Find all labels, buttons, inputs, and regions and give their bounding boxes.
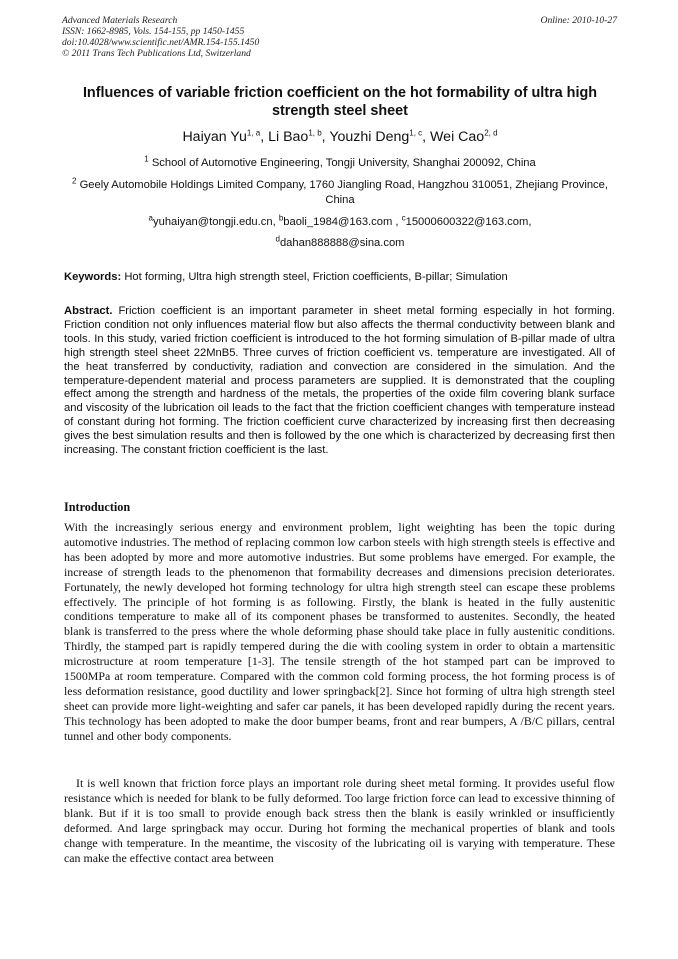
- email-line-1: $^a$yuhaiyan@tongji.edu.cn, $^b$baoli_1984@163.com , $^c$15000600322@163.com,: [148, 213, 532, 228]
- author-superscript: 1, c: [409, 128, 423, 138]
- journal-doi: doi:10.4028/www.scientific.net/AMR.154-155.1450: [62, 37, 260, 48]
- intro-paragraph-1: With the increasingly serious energy and environment problem, light weighting has been the topic during automotive industries. The method of replacing common low carbon steels with high strength steels is effective and has been adopted by more and more automotive industries. But some problems have emerged. For example, the increase of strength leads to the phenomenon that formability decreases and dimensions precision deteriorates. Fortunately, the newly developed hot forming technology for ultra high strength steel can escape these problems effectively. The principle of hot forming is as following. Firstly, the blank is heated in the fully austenitic conditions temperature to make all of its component phases be transformed to austenites. Secondly, the heated blank is transferred to the press where the whole deforming phase should take place in fully austenitic conditions. Thirdly, the stamped part is rapidly tempered during the die with cooling system in order to obtain a martensitic microstructure at room temperature [1-3]. The tensile strength of the hot stamped part can be improved to 1500MPa at room temperature. Compared with the common cold forming process, the hot forming process is of less deformation resistance, good ductility and lower springback[2]. Since hot forming of ultra high strength steel sheet can provide more light-weighting and safer car panels, it has been developed rapidly during the recent years. This technology has been adopted to make the door bumper beams, front and rear bumpers, A /B/C pillars, central tunnel and other body components.: [64, 520, 615, 743]
- journal-name: Advanced Materials Research: [62, 15, 178, 26]
- email-c: 15000600322@163.com,: [405, 216, 532, 228]
- affiliation-text: School of Automotive Engineering, Tongji University, Shanghai 200092, China: [151, 157, 536, 169]
- author-superscript: 2, d: [484, 128, 498, 138]
- email-d: dahan888888@sina.com: [279, 237, 405, 249]
- affiliation-number: 1: [144, 154, 149, 164]
- author-list: [60, 128, 620, 146]
- abstract: [64, 305, 615, 458]
- email-line-2: $^d$dahan888888@sina.com: [275, 234, 405, 249]
- journal-copyright: © 2011 Trans Tech Publications Ltd, Switzerland: [62, 48, 251, 59]
- author-superscript: 1, a: [246, 128, 261, 138]
- author-separator: ,: [260, 129, 269, 145]
- affiliation-1: [60, 156, 620, 171]
- author-name: Li Bao: [268, 129, 309, 145]
- intro-paragraph-2: It is well known that friction force plays an important role during sheet metal forming. It provides useful flow resistance which is needed for blank to be fully deformed. Too large friction force can lead to excessive thinning of blank. But if it is too small to provide enough back stress then the blank is easily wrinkled or insufficiently deformed. And large springback may occur. During hot forming the mechanical properties of blank and tools change with temperature. In the meantime, the viscosity of the lubricating oil is varying with temperature. These can make the effective contact area between: [64, 776, 615, 865]
- section-heading-introduction: Introduction: [64, 500, 131, 514]
- journal-header: [62, 15, 617, 59]
- affiliation-text: Geely Automobile Holdings Limited Company, 1760 Jiangling Road, Hangzhou 310051, Zhejiang Province, China: [79, 179, 608, 206]
- keywords: [64, 270, 616, 285]
- author-separator: ,: [422, 129, 431, 145]
- keywords-text: Hot forming, Ultra high strength steel, Friction coefficients, B-pillar; Simulation: [124, 271, 508, 283]
- author-name: Wei Cao: [430, 129, 485, 145]
- author-superscript: 1, b: [308, 128, 322, 138]
- author-name: Haiyan Yu: [182, 129, 247, 145]
- affiliation-number: 2: [72, 176, 77, 186]
- paper-title: Influences of variable friction coefficient on the hot formability of ultra high strength steel sheet: [82, 85, 598, 119]
- keywords-label: Keywords:: [64, 271, 122, 283]
- abstract-label: Abstract.: [64, 305, 113, 317]
- author-name: Youzhi Deng: [329, 129, 410, 145]
- affiliation-2: [62, 178, 618, 208]
- journal-issn: ISSN: 1662-8985, Vols. 154-155, pp 1450-1455: [62, 26, 245, 37]
- email-a: yuhaiyan@tongji.edu.cn,: [153, 216, 276, 228]
- email-b: baoli_1984@163.com ,: [283, 216, 399, 228]
- abstract-text: Friction coefficient is an important parameter in sheet metal forming especially in hot forming. Friction condition not only influences material flow but also affects the thermal conductivity between blank and tools. In this study, varied friction coefficient is introduced to the hot forming simulation of B-pillar made of ultra high strength steel sheet 22MnB5. Three curves of friction coefficient vs. temperature are investigated. All of the heat transferred by conductivity, radiation and convection are considered in the simulation. And the temperature-dependent material and process parameters are supplied. It is demonstrated that the coupling effect among the strength and hardness of the metals, the properties of the oxide film covering blank surface and viscosity of the lubrication oil leads to the fact that the friction coefficient changes with temperature instead of constant during hot forming. The friction coefficient curve characterized by increasing first then decreasing gives the best simulation results and then is followed by the one which is characterized by decreasing first then increasing. The constant friction coefficient is the last.: [64, 305, 616, 457]
- online-date: Online: 2010-10-27: [540, 15, 617, 26]
- author-separator: ,: [321, 129, 330, 145]
